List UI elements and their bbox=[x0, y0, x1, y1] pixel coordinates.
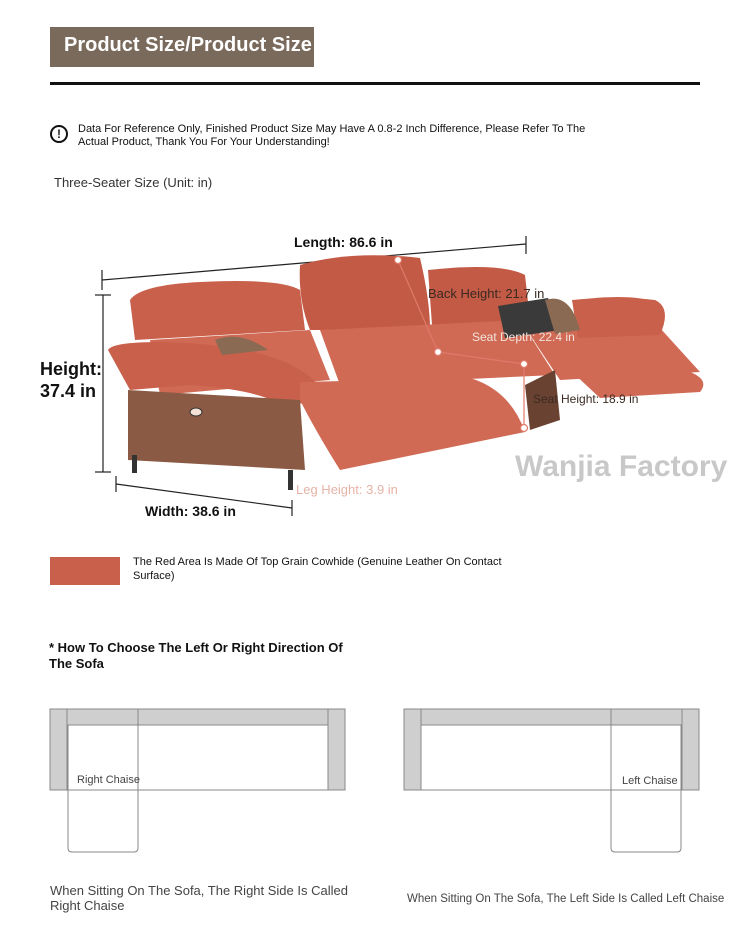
height-label-line2: 37.4 in bbox=[40, 381, 97, 401]
length-label: Length: 86.6 in bbox=[294, 234, 393, 250]
height-label bbox=[40, 358, 102, 402]
right-chaise-label: Right Chaise bbox=[77, 774, 140, 786]
height-label-line1: Height: bbox=[40, 359, 102, 379]
right-chaise-caption: When Sitting On The Sofa, The Right Side Is Called Right Chaise bbox=[50, 883, 348, 913]
disclaimer-text: Data For Reference Only, Finished Product Size May Have A 0.8-2 Inch Difference, Please Refer To The Actual Product, Thank You For Your Understanding! bbox=[78, 123, 586, 148]
leather-note: The Red Area Is Made Of Top Grain Cowhide (Genuine Leather On Contact Surface) bbox=[133, 556, 502, 582]
exclamation-circle-icon: ! bbox=[50, 125, 68, 143]
page-title: Product Size/Product Size bbox=[64, 34, 312, 56]
leather-color-swatch bbox=[50, 557, 120, 585]
left-chaise-label: Left Chaise bbox=[622, 775, 678, 787]
back-height-label: Back Height: 21.7 in bbox=[428, 286, 545, 301]
size-section-label: Three-Seater Size (Unit: in) bbox=[54, 175, 213, 190]
seat-depth-label: Seat Depth: 22.4 in bbox=[472, 330, 575, 344]
left-chaise-caption: When Sitting On The Sofa, The Left Side Is Called Left Chaise bbox=[407, 893, 725, 905]
direction-heading: * How To Choose The Left Or Right Direction Of The Sofa bbox=[49, 640, 343, 671]
seat-height-label: Seat Height: 18.9 in bbox=[533, 392, 639, 406]
width-label: Width: 38.6 in bbox=[145, 503, 236, 519]
leg-height-label: Leg Height: 3.9 in bbox=[296, 482, 398, 497]
factory-watermark: Wanjia Factory bbox=[515, 450, 728, 483]
